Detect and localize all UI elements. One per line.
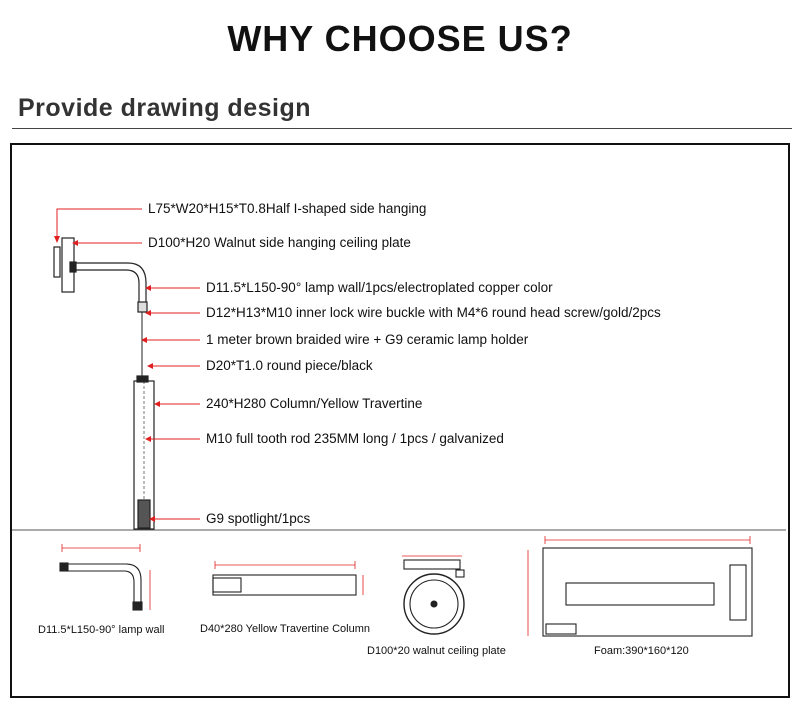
spotlight-drawing [138, 500, 150, 528]
annotation-column: 240*H280 Column/Yellow Travertine [206, 396, 423, 411]
lamp-assembly [54, 238, 154, 529]
detail-column [213, 561, 363, 595]
section-title: Provide drawing design [18, 94, 311, 122]
wire-buckle-drawing [138, 302, 147, 312]
lamp-wall-arm [76, 263, 146, 302]
annotation-round-piece: D20*T1.0 round piece/black [206, 358, 373, 373]
page-headline: WHY CHOOSE US? [227, 18, 573, 59]
side-hanging-bracket [54, 247, 60, 277]
annotation-ceiling-plate: D100*H20 Walnut side hanging ceiling plate [148, 235, 411, 250]
caption-foam: Foam:390*160*120 [594, 645, 689, 657]
leader-lines [54, 209, 200, 522]
annotation-braided-wire: 1 meter brown braided wire + G9 ceramic lamp holder [206, 332, 529, 347]
detail-ceiling-plate [402, 556, 464, 634]
annotation-wire-buckle: D12*H13*M10 inner lock wire buckle with M4*6 round head screw/gold/2pcs [206, 305, 661, 320]
annotation-tooth-rod: M10 full tooth rod 235MM long / 1pcs / galvanized [206, 431, 504, 446]
detail-foam-box [528, 536, 752, 636]
annotation-lamp-wall: D11.5*L150-90° lamp wall/1pcs/electroplated copper color [206, 280, 553, 295]
annotation-side-hanging: L75*W20*H15*T0.8Half I-shaped side hanging [148, 201, 427, 216]
detail-lamp-wall [60, 544, 150, 610]
caption-lamp-wall: D11.5*L150-90° lamp wall [38, 624, 165, 636]
caption-column: D40*280 Yellow Travertine Column [200, 623, 370, 635]
annotation-spotlight: G9 spotlight/1pcs [206, 511, 311, 526]
caption-ceiling-plate: D100*20 walnut ceiling plate [367, 645, 506, 657]
